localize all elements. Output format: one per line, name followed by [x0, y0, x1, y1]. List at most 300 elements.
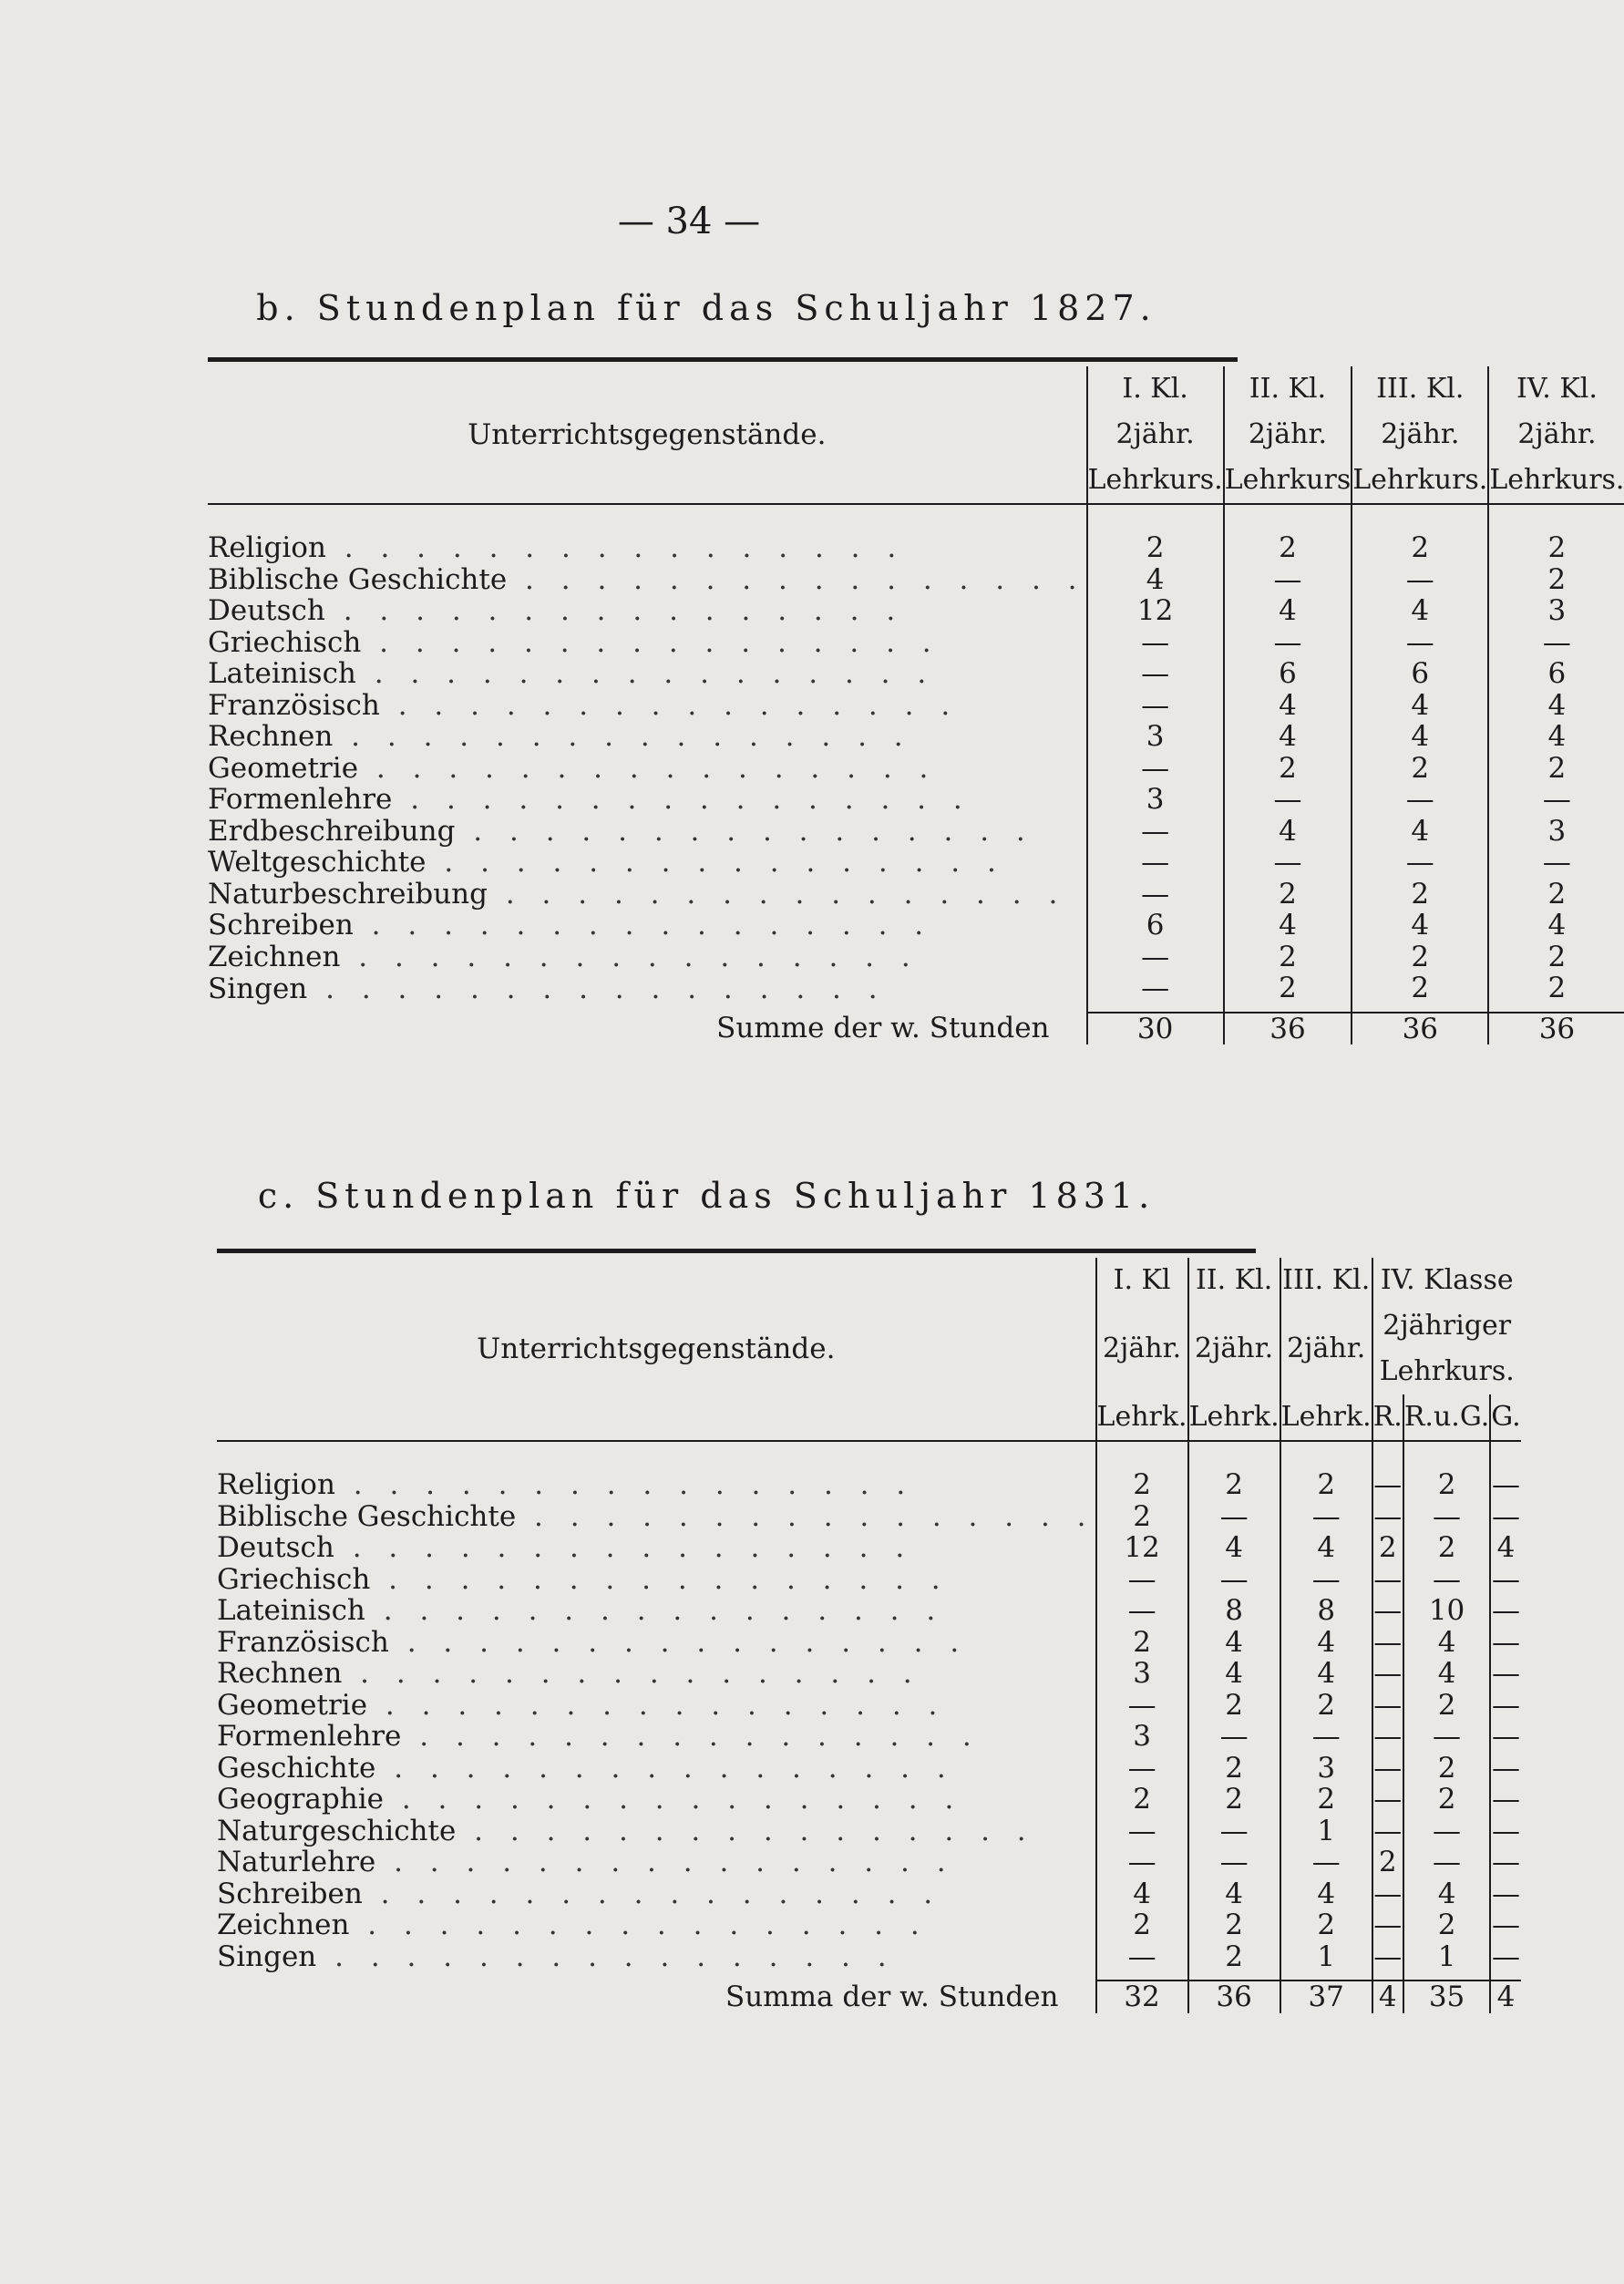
table-c-value: —: [1491, 1688, 1520, 1722]
table-c-row: [217, 1753, 1521, 1785]
table-c-leader-dots: . . . . . . . . . . . . . . . .: [316, 1940, 896, 1973]
table-b-leader-dots: . . . . . . . . . . . . . . . .: [487, 877, 1067, 911]
table-c-subject-cell: [217, 1909, 1096, 1941]
table-b-col-course: Lehrkurs.: [1352, 458, 1488, 504]
table-c-iv-header: IV. Klasse: [1372, 1258, 1521, 1303]
table-c-leader-dots: . . . . . . . . . . . . . . . .: [375, 1846, 955, 1878]
table-b-subject-cell: [208, 690, 1087, 722]
table-c-subject: Zeichnen: [217, 1908, 350, 1941]
table-c-subject: Geschichte: [217, 1751, 376, 1785]
table-b-subject: Deutsch: [208, 594, 325, 627]
table-b-subject: Zeichnen: [208, 940, 341, 973]
table-b-col-class: III. Kl.: [1352, 366, 1488, 412]
table-c-value: 4: [1280, 1532, 1372, 1564]
table-c-value: 4: [1096, 1878, 1188, 1910]
table-b: [208, 366, 1624, 1044]
table-c-leader-dots: . . . . . . . . . . . . . . . .: [349, 1908, 929, 1941]
table-b-value: 6: [1224, 658, 1352, 690]
table-c-value: 2: [1403, 1909, 1490, 1941]
table-c-col-class: III. Kl.: [1280, 1258, 1372, 1303]
table-b-row: [208, 847, 1624, 879]
table-b-row: [208, 816, 1624, 848]
table-c-value: 10: [1403, 1595, 1490, 1627]
table-c-value: 4: [1188, 1627, 1280, 1659]
table-b-row: [208, 721, 1624, 753]
table-c-value: —: [1096, 1753, 1188, 1785]
table-b-subject-cell: [208, 941, 1087, 973]
table-b-sum-label: Summe der w. Stunden: [716, 1012, 1050, 1044]
table-b-subject-cell: [208, 627, 1087, 659]
table-b-row: [208, 941, 1624, 973]
table-c-col-course: Lehrk.: [1188, 1394, 1280, 1441]
table-c-value: —: [1373, 1908, 1403, 1941]
table-c-value: 2: [1372, 1532, 1403, 1564]
table-b-value: 4: [1224, 910, 1352, 941]
table-b-value: —: [1087, 879, 1224, 911]
table-c-value: —: [1373, 1720, 1403, 1753]
table-c-value: 2: [1403, 1753, 1490, 1785]
table-b-value: —: [1352, 627, 1488, 659]
table-c-value: 2: [1280, 1690, 1372, 1722]
table-c-value: 2: [1403, 1784, 1490, 1816]
table-c-value: 2: [1403, 1441, 1490, 1501]
table-c-subject: Schreiben: [217, 1877, 363, 1910]
table-c-row: [217, 1441, 1521, 1501]
table-c-sum-value: 32: [1096, 1980, 1188, 2013]
table-b-leader-dots: . . . . . . . . . . . . . . . .: [340, 940, 920, 973]
table-c-subject: Religion: [217, 1468, 335, 1501]
table-b-subject: Rechnen: [208, 720, 334, 753]
table-c-leader-dots: . . . . . . . . . . . . . . . .: [334, 1468, 915, 1501]
table-c-value: 2: [1188, 1690, 1280, 1722]
table-b-col-duration: 2jähr.: [1488, 412, 1624, 458]
table-c-row: [217, 1658, 1521, 1690]
table-b-value: —: [1352, 564, 1488, 596]
table-c-value: —: [1490, 1941, 1520, 1981]
table-c-sum-value: 4: [1372, 1980, 1403, 2013]
table-b-value: 4: [1488, 690, 1624, 722]
table-c-heading: c. Stundenplan für das Schuljahr 1831.: [257, 1176, 1156, 1216]
table-c-value: —: [1188, 1847, 1280, 1878]
table-b-subject-cell: [208, 595, 1087, 627]
table-b-value: 2: [1488, 879, 1624, 911]
table-b-subject-cell: [208, 564, 1087, 596]
table-c-leader-dots: . . . . . . . . . . . . . . . .: [342, 1657, 921, 1690]
table-c-row: [217, 1627, 1521, 1659]
table-b-value: —: [1352, 784, 1488, 816]
table-c-sum-value: 36: [1188, 1980, 1280, 2013]
table-c-value: 12: [1096, 1532, 1188, 1564]
table-b-leader-dots: . . . . . . . . . . . . . . . .: [307, 972, 887, 1005]
table-b-value: —: [1488, 784, 1624, 816]
table-c-value: —: [1188, 1816, 1280, 1847]
table-b-value: 6: [1352, 658, 1488, 690]
table-b-value: 2: [1488, 564, 1624, 596]
table-c-subject: Rechnen: [217, 1657, 343, 1690]
table-b-value: 12: [1087, 595, 1224, 627]
table-c-leader-dots: . . . . . . . . . . . . . . . .: [365, 1594, 945, 1627]
table-b-subject: Singen: [208, 972, 308, 1005]
table-b-col-class: IV. Kl.: [1488, 366, 1624, 412]
table-c-value: 2: [1280, 1909, 1372, 1941]
table-c-value: —: [1490, 1441, 1520, 1501]
table-c-col-course: Lehrk.: [1096, 1394, 1188, 1441]
table-b-col-course: Lehrkurs.: [1488, 458, 1624, 504]
table-b-row: [208, 504, 1624, 564]
table-b-value: 4: [1352, 595, 1488, 627]
table-b-value: 3: [1087, 784, 1224, 816]
table-b-value: 2: [1488, 753, 1624, 785]
table-c-value: 2: [1188, 1753, 1280, 1785]
table-c-value: —: [1403, 1501, 1490, 1533]
table-c-value: 2: [1280, 1441, 1372, 1501]
table-c-value: —: [1491, 1751, 1520, 1785]
table-c-sum-label: Summa der w. Stunden: [725, 1980, 1059, 2013]
table-b-value: —: [1087, 816, 1224, 848]
table-c-leader-dots: . . . . . . . . . . . . . . . .: [384, 1783, 963, 1816]
table-b-subjects-header: Unterrichtsgegenstände.: [208, 366, 1087, 504]
table-b-subject-cell: [208, 721, 1087, 753]
table-c-row: [217, 1847, 1521, 1878]
table-c-value: —: [1188, 1564, 1280, 1596]
table-b-subject-cell: [208, 784, 1087, 816]
table-c-col-duration: 2jähr.: [1096, 1303, 1188, 1394]
table-b-subject: Geometrie: [208, 751, 359, 785]
table-b-value: 2: [1488, 941, 1624, 973]
table-c-value: 2: [1096, 1501, 1188, 1533]
table-c-value: 2: [1096, 1441, 1188, 1501]
table-c-value: 2: [1372, 1847, 1403, 1878]
table-c-value: —: [1096, 1564, 1188, 1596]
table-c-value: —: [1491, 1877, 1520, 1910]
table-b-row: [208, 690, 1624, 722]
table-c-subject-cell: [217, 1721, 1096, 1753]
table-b-value: —: [1087, 690, 1224, 722]
table-c-value: 4: [1490, 1532, 1520, 1564]
table-b-subject-cell: [208, 972, 1087, 1013]
table-c-value: —: [1096, 1595, 1188, 1627]
table-b-row: [208, 972, 1624, 1013]
table-b-value: 4: [1352, 690, 1488, 722]
table-b-subject: Religion: [208, 531, 326, 564]
table-c-value: 4: [1188, 1532, 1280, 1564]
table-b-value: 2: [1224, 879, 1352, 911]
table-b-value: 2: [1224, 972, 1352, 1013]
table-c-iv-subcol: R.u.G.: [1403, 1394, 1490, 1441]
table-b-value: 6: [1488, 658, 1624, 690]
table-c-leader-dots: . . . . . . . . . . . . . . . .: [362, 1877, 942, 1910]
table-c-value: 8: [1188, 1595, 1280, 1627]
table-b-value: 3: [1087, 721, 1224, 753]
table-c-row: [217, 1501, 1521, 1533]
table-c-leader-dots: . . . . . . . . . . . . . . . .: [367, 1688, 947, 1722]
table-b-value: —: [1087, 972, 1224, 1013]
table-c-subject-cell: [217, 1941, 1096, 1981]
table-b-subject: Naturbeschreibung: [208, 877, 488, 911]
table-c-value: —: [1373, 1562, 1403, 1596]
table-b-value: —: [1488, 627, 1624, 659]
table-c-value: 4: [1403, 1658, 1490, 1690]
table-b-sum-value: 36: [1352, 1013, 1488, 1045]
table-c-subject-cell: [217, 1501, 1096, 1533]
table-c-value: —: [1096, 1690, 1188, 1722]
table-b-value: 2: [1352, 941, 1488, 973]
page-number: — 34 —: [617, 201, 761, 242]
table-c-value: 4: [1403, 1878, 1490, 1910]
table-c-value: 2: [1280, 1784, 1372, 1816]
table-c-value: —: [1373, 1814, 1403, 1847]
table-b-col-duration: 2jähr.: [1224, 412, 1352, 458]
table-c-subject-cell: [217, 1595, 1096, 1627]
table-c-value: 2: [1403, 1690, 1490, 1722]
table-c-value: —: [1373, 1594, 1403, 1627]
table-b-leader-dots: . . . . . . . . . . . . . . . .: [358, 751, 938, 785]
table-b-value: —: [1087, 941, 1224, 973]
table-c-value: 2: [1188, 1909, 1280, 1941]
table-c-value: —: [1491, 1814, 1520, 1847]
table-c-value: —: [1403, 1721, 1490, 1753]
table-c-value: 2: [1096, 1627, 1188, 1659]
table-c-value: —: [1403, 1816, 1490, 1847]
table-c-subjects-header: Unterrichtsgegenstände.: [217, 1258, 1096, 1441]
table-b-value: 2: [1224, 941, 1352, 973]
table-b-subject-cell: [208, 879, 1087, 911]
table-b-subject-cell: [208, 847, 1087, 879]
table-b-subject-cell: [208, 753, 1087, 785]
table-c-row: [217, 1878, 1521, 1910]
table-b-leader-dots: . . . . . . . . . . . . . . . .: [379, 688, 960, 722]
table-b-col-course: Lehrkurs: [1224, 458, 1352, 504]
table-c-value: —: [1491, 1720, 1520, 1753]
table-c-value: —: [1491, 1499, 1520, 1533]
table-c-value: —: [1096, 1847, 1188, 1878]
table-b-value: 3: [1488, 595, 1624, 627]
table-c-subject-cell: [217, 1532, 1096, 1564]
table-c-row: [217, 1595, 1521, 1627]
table-c-col-class: II. Kl.: [1188, 1258, 1280, 1303]
table-c-col-class: I. Kl: [1096, 1258, 1188, 1303]
table-b-leader-dots: . . . . . . . . . . . . . . . .: [333, 720, 912, 753]
table-c-subject-cell: [217, 1753, 1096, 1785]
table-c-value: —: [1491, 1562, 1520, 1596]
table-c-value: —: [1491, 1783, 1520, 1816]
table-c-value: —: [1403, 1564, 1490, 1596]
table-c-value: 4: [1280, 1658, 1372, 1690]
table-c-value: —: [1491, 1657, 1520, 1690]
table-b-row: [208, 753, 1624, 785]
table-c-value: —: [1491, 1594, 1520, 1627]
table-c-subject-cell: [217, 1690, 1096, 1722]
table-c-subject: Griechisch: [217, 1562, 371, 1596]
table-b-subject-cell: [208, 910, 1087, 941]
table-b-leader-dots: . . . . . . . . . . . . . . . .: [507, 562, 1086, 596]
table-b-value: —: [1488, 847, 1624, 879]
table-c-value: —: [1373, 1625, 1403, 1659]
table-b-subject: Lateinisch: [208, 657, 356, 690]
table-b-value: 4: [1352, 816, 1488, 848]
table-c-value: 3: [1280, 1753, 1372, 1785]
table-c-subject: Geographie: [217, 1783, 384, 1816]
table-b-sum-value: 36: [1224, 1013, 1352, 1045]
table-c-value: 4: [1188, 1878, 1280, 1910]
table-c-subject: Geometrie: [217, 1688, 368, 1722]
table-b-subject: Schreiben: [208, 909, 354, 941]
table-b-value: 2: [1488, 972, 1624, 1013]
table-b-leader-dots: . . . . . . . . . . . . . . . .: [355, 657, 936, 690]
table-c-row: [217, 1532, 1521, 1564]
table-c-value: —: [1096, 1941, 1188, 1981]
table-b-sum-value: 30: [1087, 1013, 1224, 1045]
table-b-value: 4: [1352, 910, 1488, 941]
table-c-row: [217, 1690, 1521, 1722]
table-b-row: [208, 627, 1624, 659]
table-c-value: —: [1188, 1721, 1280, 1753]
table-b-subject: Französisch: [208, 688, 380, 722]
table-c-value: 2: [1096, 1909, 1188, 1941]
table-c-leader-dots: . . . . . . . . . . . . . . . .: [388, 1625, 969, 1659]
table-b-leader-dots: . . . . . . . . . . . . . . . .: [455, 814, 1034, 848]
table-b-col-course: Lehrkurs.: [1087, 458, 1224, 504]
table-b-value: 2: [1352, 879, 1488, 911]
table-b-value: 2: [1224, 504, 1352, 564]
table-c-subject: Naturlehre: [217, 1846, 376, 1878]
table-b-subject: Biblische Geschichte: [208, 562, 508, 596]
table-c-subject: Naturgeschichte: [217, 1814, 457, 1847]
table-c-row: [217, 1564, 1521, 1596]
table-c-col-duration: 2jähr.: [1188, 1303, 1280, 1394]
table-c-subject: Formenlehre: [217, 1720, 402, 1753]
table-b-leader-dots: . . . . . . . . . . . . . . . .: [361, 625, 940, 659]
table-b-value: 2: [1087, 504, 1224, 564]
table-b-top-rule: [208, 357, 1238, 362]
table-c-leader-dots: . . . . . . . . . . . . . . . .: [401, 1720, 981, 1753]
table-b-value: 2: [1224, 753, 1352, 785]
table-b-col-duration: 2jähr.: [1352, 412, 1488, 458]
table-b-subject-cell: [208, 504, 1087, 564]
table-b-subject-cell: [208, 658, 1087, 690]
table-b-row: [208, 564, 1624, 596]
table-c-row: [217, 1784, 1521, 1816]
table-c-subject-cell: [217, 1784, 1096, 1816]
table-c-col-course: Lehrk.: [1280, 1394, 1372, 1441]
table-c-value: 1: [1280, 1941, 1372, 1981]
table-c-value: —: [1403, 1847, 1490, 1878]
table-c-value: —: [1373, 1751, 1403, 1785]
table-b-value: —: [1224, 784, 1352, 816]
table-b-leader-dots: . . . . . . . . . . . . . . . .: [426, 846, 1005, 879]
table-c-subject: Deutsch: [217, 1531, 334, 1564]
table-c-value: 2: [1096, 1784, 1188, 1816]
table-c-value: —: [1491, 1908, 1520, 1941]
table-c-iv-subcol: G.: [1490, 1394, 1520, 1441]
table-c-iv-duration: 2jähriger Lehrkurs.: [1372, 1303, 1521, 1394]
table-c-value: —: [1188, 1501, 1280, 1533]
table-b-leader-dots: . . . . . . . . . . . . . . . .: [324, 594, 905, 627]
table-b-subject: Griechisch: [208, 625, 362, 659]
table-b-value: —: [1352, 847, 1488, 879]
table-b-value: 3: [1488, 816, 1624, 848]
table-b-leader-dots: . . . . . . . . . . . . . . . .: [325, 531, 906, 564]
table-c: [217, 1258, 1521, 2013]
table-c-subject: Französisch: [217, 1625, 389, 1659]
table-c-value: —: [1373, 1783, 1403, 1816]
table-b-value: 4: [1224, 690, 1352, 722]
table-c-subject-cell: [217, 1627, 1096, 1659]
table-b-subject: Weltgeschichte: [208, 846, 427, 879]
table-c-leader-dots: . . . . . . . . . . . . . . . .: [516, 1499, 1095, 1533]
table-c-value: —: [1372, 1941, 1403, 1981]
table-b-col-duration: 2jähr.: [1087, 412, 1224, 458]
table-c-value: 4: [1280, 1627, 1372, 1659]
table-b-col-class: II. Kl.: [1224, 366, 1352, 412]
table-c-iv-subcol: R.: [1372, 1394, 1403, 1441]
table-b-value: 2: [1352, 753, 1488, 785]
table-b-value: —: [1087, 627, 1224, 659]
table-b-row: [208, 784, 1624, 816]
table-c-value: 3: [1096, 1721, 1188, 1753]
table-c-value: 2: [1188, 1441, 1280, 1501]
table-c-value: 2: [1403, 1532, 1490, 1564]
table-b-value: 2: [1352, 972, 1488, 1013]
table-b-value: 2: [1488, 504, 1624, 564]
table-c-value: —: [1280, 1564, 1372, 1596]
table-b-value: —: [1224, 847, 1352, 879]
table-c-value: —: [1096, 1816, 1188, 1847]
table-b-row: [208, 879, 1624, 911]
table-c-subject-cell: [217, 1878, 1096, 1910]
table-b-row: [208, 595, 1624, 627]
table-b-value: 4: [1087, 564, 1224, 596]
table-c-value: 1: [1403, 1941, 1490, 1981]
table-c-value: —: [1280, 1501, 1372, 1533]
table-b-subject: Formenlehre: [208, 783, 393, 816]
table-c-value: —: [1373, 1877, 1403, 1910]
table-c-value: 1: [1280, 1816, 1372, 1847]
table-c-value: 4: [1188, 1658, 1280, 1690]
table-c-leader-dots: . . . . . . . . . . . . . . . .: [334, 1531, 914, 1564]
table-c-value: 4: [1280, 1878, 1372, 1910]
table-c-leader-dots: . . . . . . . . . . . . . . . .: [375, 1751, 955, 1785]
table-c-value: —: [1373, 1499, 1403, 1533]
table-b-value: —: [1087, 658, 1224, 690]
table-c-leader-dots: . . . . . . . . . . . . . . . .: [456, 1814, 1035, 1847]
table-b-subject-cell: [208, 816, 1087, 848]
table-b-value: 2: [1352, 504, 1488, 564]
table-c-subject: Singen: [217, 1940, 317, 1973]
table-b-leader-dots: . . . . . . . . . . . . . . . .: [353, 909, 933, 941]
table-b-heading: b. Stundenplan für das Schuljahr 1827.: [256, 288, 1156, 328]
table-b-value: —: [1224, 564, 1352, 596]
table-c-top-rule: [217, 1249, 1256, 1253]
table-b-leader-dots: . . . . . . . . . . . . . . . .: [392, 783, 971, 816]
table-b-value: 4: [1488, 910, 1624, 941]
table-c-subject-cell: [217, 1441, 1096, 1501]
table-b-value: —: [1087, 753, 1224, 785]
table-c-value: —: [1373, 1657, 1403, 1690]
table-b-subject: Erdbeschreibung: [208, 814, 456, 848]
table-c-col-duration: 2jähr.: [1280, 1303, 1372, 1394]
table-c-sum-value: 35: [1403, 1980, 1490, 2013]
table-c-value: 2: [1188, 1941, 1280, 1981]
table-b-row: [208, 910, 1624, 941]
table-b-value: 4: [1352, 721, 1488, 753]
table-c-value: —: [1372, 1441, 1403, 1501]
table-c-subject-cell: [217, 1658, 1096, 1690]
table-c-subject-cell: [217, 1847, 1096, 1878]
table-c-row: [217, 1816, 1521, 1847]
table-b-value: 6: [1087, 910, 1224, 941]
table-c-subject: Lateinisch: [217, 1594, 365, 1627]
